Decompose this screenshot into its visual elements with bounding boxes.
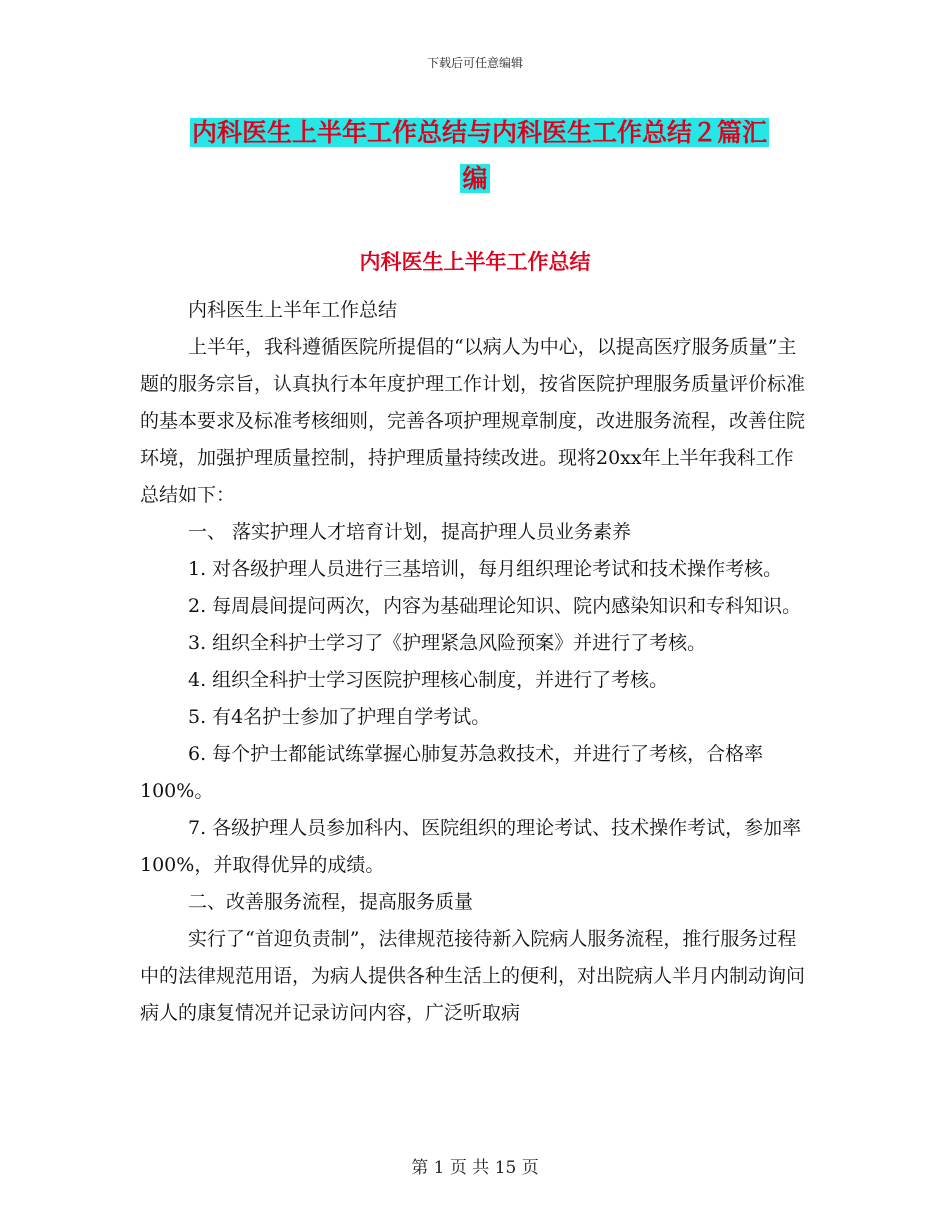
paragraph: 7. 各级护理人员参加科内、医院组织的理论考试、技术操作考试，参加率100%，并取得优异的成绩。 xyxy=(140,817,802,876)
document-body xyxy=(140,292,808,1032)
page-number: 第 1 页 共 15 页 xyxy=(411,1158,539,1178)
paragraph: 1. 对各级护理人员进行三基培训，每月组织理论考试和技术操作考核。 xyxy=(188,558,783,580)
paragraph: 一、 落实护理人才培育计划，提高护理人员业务素养 xyxy=(188,521,632,543)
paragraph: 5. 有4名护士参加了护理自学考试。 xyxy=(188,706,491,728)
document-title xyxy=(190,110,810,202)
paragraph: 上半年，我科遵循医院所提倡的“以病人为中心，以提高医疗服务质量”主题的服务宗旨，认真执行本年度护理工作计划，按省医院护理服务质量评价标准的基本要求及标准考核细则，完善各项护理规章制度，改进服务流程，改善住院环境，加强护理质量控制，持护理质量持续改进。现将20xx年上半年我科工作总结如下： xyxy=(140,336,806,506)
paragraph: 4. 组织全科护士学习医院护理核心制度，并进行了考核。 xyxy=(188,669,669,691)
paragraph: 二、改善服务流程，提高服务质量 xyxy=(188,891,474,913)
title-line-2: 编 xyxy=(462,164,488,193)
paragraph: 6. 每个护士都能试练掌握心肺复苏急救技术，并进行了考核，合格率100%。 xyxy=(140,743,764,802)
paragraph: 内科医生上半年工作总结 xyxy=(188,299,398,321)
paragraph: 3. 组织全科护士学习了《护理紧急风险预案》并进行了考核。 xyxy=(188,632,707,654)
paragraph: 2. 每周晨间提问两次，内容为基础理论知识、院内感染知识和专科知识。 xyxy=(188,595,802,617)
section-title: 内科医生上半年工作总结 xyxy=(359,250,591,274)
paragraph: 实行了“首迎负责制”，法律规范接待新入院病人服务流程，推行服务过程中的法律规范用语，为病人提供各种生活上的便利，对出院病人半月内制动询问病人的康复情况并记录访问内容，广泛听取病 xyxy=(140,928,806,1024)
title-line-1: 内科医生上半年工作总结与内科医生工作总结２篇汇 xyxy=(192,118,768,147)
header-note: 下载后可任意编辑 xyxy=(426,56,523,70)
